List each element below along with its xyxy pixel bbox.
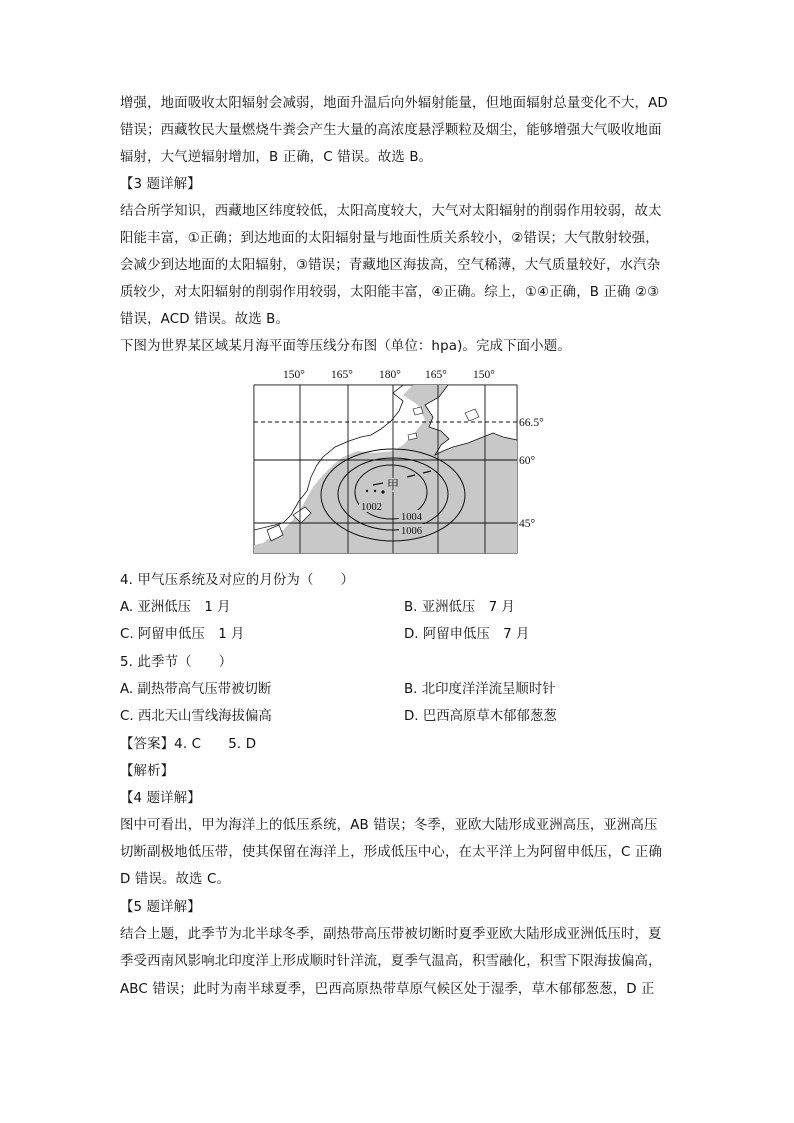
lon-label: 150°: [283, 369, 305, 381]
lat-label: 66.5°: [519, 417, 544, 429]
question-4-stem: 4. 甲气压系统及对应的月份为（ ）: [120, 573, 355, 588]
isobar-map: [253, 365, 553, 560]
q5-option-a[interactable]: A. 副热带高气压带被切断: [120, 682, 272, 697]
lat-label: 45°: [519, 518, 536, 530]
text-line: 质较少，对太阳辐射的削弱作用较弱，太阳能丰富，④正确。综上，①④正确，B 正确 ②③: [120, 285, 660, 300]
lon-label: 180°: [379, 369, 401, 381]
q4-option-d[interactable]: D. 阿留申低压 7 月: [404, 627, 530, 642]
text-line: 阳能丰富，①正确；到达地面的太阳辐射量与地面性质关系较小，②错误；大气散射较强，: [120, 231, 659, 246]
lat-label: 60°: [519, 455, 536, 467]
isobar-label: 1004: [401, 512, 422, 523]
q4-option-c[interactable]: C. 阿留申低压 1 月: [120, 627, 245, 642]
text-line: 结合上题，此季节为北半球冬季，副热带高压带被切断时夏季亚欧大陆形成亚洲低压时，夏: [120, 927, 662, 942]
analysis-heading: 【解析】: [120, 764, 175, 779]
answer-line: 【答案】4. C 5. D: [120, 737, 257, 752]
q5-detail-heading: 【5 题详解】: [120, 900, 201, 915]
text-line: 季受西南风影响北印度洋上形成顺时针洋流，夏季气温高，积雪融化，积雪下限海拔偏高，: [120, 954, 662, 969]
question-5-stem: 5. 此季节（ ）: [120, 655, 233, 670]
text-line: 辐射，大气逆辐射增加，B 正确，C 错误。故选 B。: [120, 150, 433, 165]
isobar-label: 1002: [361, 502, 382, 513]
isobar-label: 1006: [401, 526, 422, 537]
q5-option-b[interactable]: B. 北印度洋洋流呈顺时针: [404, 682, 556, 697]
low-center-dot: [374, 490, 376, 492]
lon-label: 165°: [425, 369, 447, 381]
text-line: 图中可看出，甲为海洋上的低压系统，AB 错误；冬季，亚欧大陆形成亚洲高压，亚洲高压: [120, 818, 658, 833]
q4-option-a[interactable]: A. 亚洲低压 1 月: [120, 600, 231, 615]
lon-label: 165°: [331, 369, 353, 381]
q4-option-b[interactable]: B. 亚洲低压 7 月: [404, 600, 515, 615]
figure-intro: 下图为世界某区域某月海平面等压线分布图（单位：hpa)。完成下面小题。: [120, 339, 571, 354]
q4-detail-heading: 【4 题详解】: [120, 791, 201, 806]
text-line: 错误，ACD 错误。故选 B。: [120, 312, 290, 327]
text-line: 增强，地面吸收太阳辐射会减弱，地面升温后向外辐射能量，但地面辐射总量变化不大，AD: [120, 96, 668, 111]
text-line: 结合所学知识，西藏地区纬度较低，太阳高度较大，大气对太阳辐射的削弱作用较弱，故太: [120, 204, 662, 219]
text-line: D 错误。故选 C。: [120, 872, 231, 887]
low-center-dot: [366, 490, 368, 492]
center-label: 甲: [387, 478, 400, 492]
text-line: ABC 错误；此时为南半球夏季，巴西高原热带草原气候区处于湿季，草木郁郁葱葱，D 正: [120, 982, 655, 997]
text-line: 错误；西藏牧民大量燃烧牛粪会产生大量的高浓度悬浮颗粒及烟尘，能够增强大气吸收地面: [120, 123, 662, 138]
q5-option-d[interactable]: D. 巴西高原草木郁郁葱葱: [404, 709, 557, 724]
text-line: 切断副极地低压带，使其保留在海洋上，形成低压中心，在太平洋上为阿留申低压，C 正确: [120, 845, 662, 860]
q5-option-c[interactable]: C. 西北天山雪线海拔偏高: [120, 709, 272, 724]
low-center-dot: [381, 490, 384, 493]
section-heading-q3: 【3 题详解】: [120, 177, 201, 192]
lon-label: 150°: [473, 369, 495, 381]
text-line: 会减少到达地面的太阳辐射，③错误；青藏地区海拔高，空气稀薄，大气质量较好，水汽杂: [120, 258, 661, 273]
